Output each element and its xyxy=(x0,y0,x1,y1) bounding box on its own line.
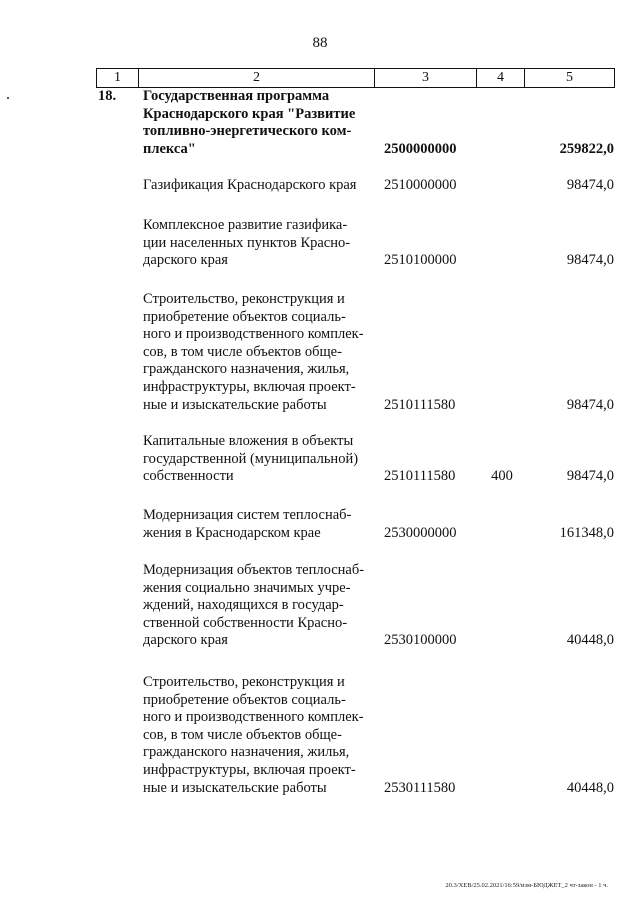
row-code: 2500000000 xyxy=(384,140,457,157)
row-name: Строительство, реконструкция и приобретение объектов социаль- ного и производственного комплек- сов, в том числе объектов обще- гражданского назначения, жилья, инфраструктуры, включая проект- ные и изыскательские работы xyxy=(143,674,364,796)
row-name: Строительство, реконструкция и приобретение объектов социаль- ного и производственного комплек- сов, в том числе объектов обще- гражданского назначения, жилья, инфраструктуры, включая проект- ные и изыскательские работы xyxy=(143,291,364,413)
row-number: 18. xyxy=(98,88,117,104)
row-code: 2510111580 xyxy=(384,468,456,485)
row-code: 2510111580 xyxy=(384,396,456,413)
row-code: 2530000000 xyxy=(384,524,457,541)
row-name: Модернизация объектов теплоснаб- жения социально значимых учре- ждений, находящихся в государ- ственной собственности Красно- дарского края xyxy=(143,562,365,649)
row-sum: 40448,0 xyxy=(566,632,614,649)
document-footer: 20.3/ХЕВ/25.02.2021/16:59/изм-БЮДЖЕТ_2 чт-закон - 1 ч. xyxy=(445,882,608,889)
header-col-1: 1 xyxy=(97,69,139,88)
row-sum: 259822,0 xyxy=(559,140,614,157)
row-code: 2530100000 xyxy=(384,632,457,649)
page-number: 88 xyxy=(312,35,328,51)
row-code: 2530111580 xyxy=(384,779,456,796)
header-col-2: 2 xyxy=(139,69,375,88)
header-col-4: 4 xyxy=(477,69,525,88)
row-code: 2510000000 xyxy=(384,177,457,193)
row-sum: 98474,0 xyxy=(566,177,614,193)
row-code: 2510100000 xyxy=(384,252,457,269)
row-name: Газификация Краснодарского края xyxy=(143,177,357,193)
header-col-5: 5 xyxy=(525,69,615,88)
row-sum: 98474,0 xyxy=(566,468,614,485)
row-sum: 98474,0 xyxy=(566,252,614,269)
row-sum: 40448,0 xyxy=(566,779,614,796)
row-name: Государственная программа Краснодарского края "Развитие топливно-энергетического ком- плекса" xyxy=(143,88,356,157)
header-col-3: 3 xyxy=(375,69,477,88)
row-name: Капитальные вложения в объекты государственной (муниципальной) собственности xyxy=(143,433,359,485)
row-name: Комплексное развитие газифика- ции населенных пунктов Красно- дарского края xyxy=(143,217,351,269)
row-expense-type: 400 xyxy=(491,468,513,485)
row-sum: 161348,0 xyxy=(559,524,614,541)
row-name: Модернизация систем теплоснаб- жения в Краснодарском крае xyxy=(143,507,352,541)
row-sum: 98474,0 xyxy=(566,396,614,413)
